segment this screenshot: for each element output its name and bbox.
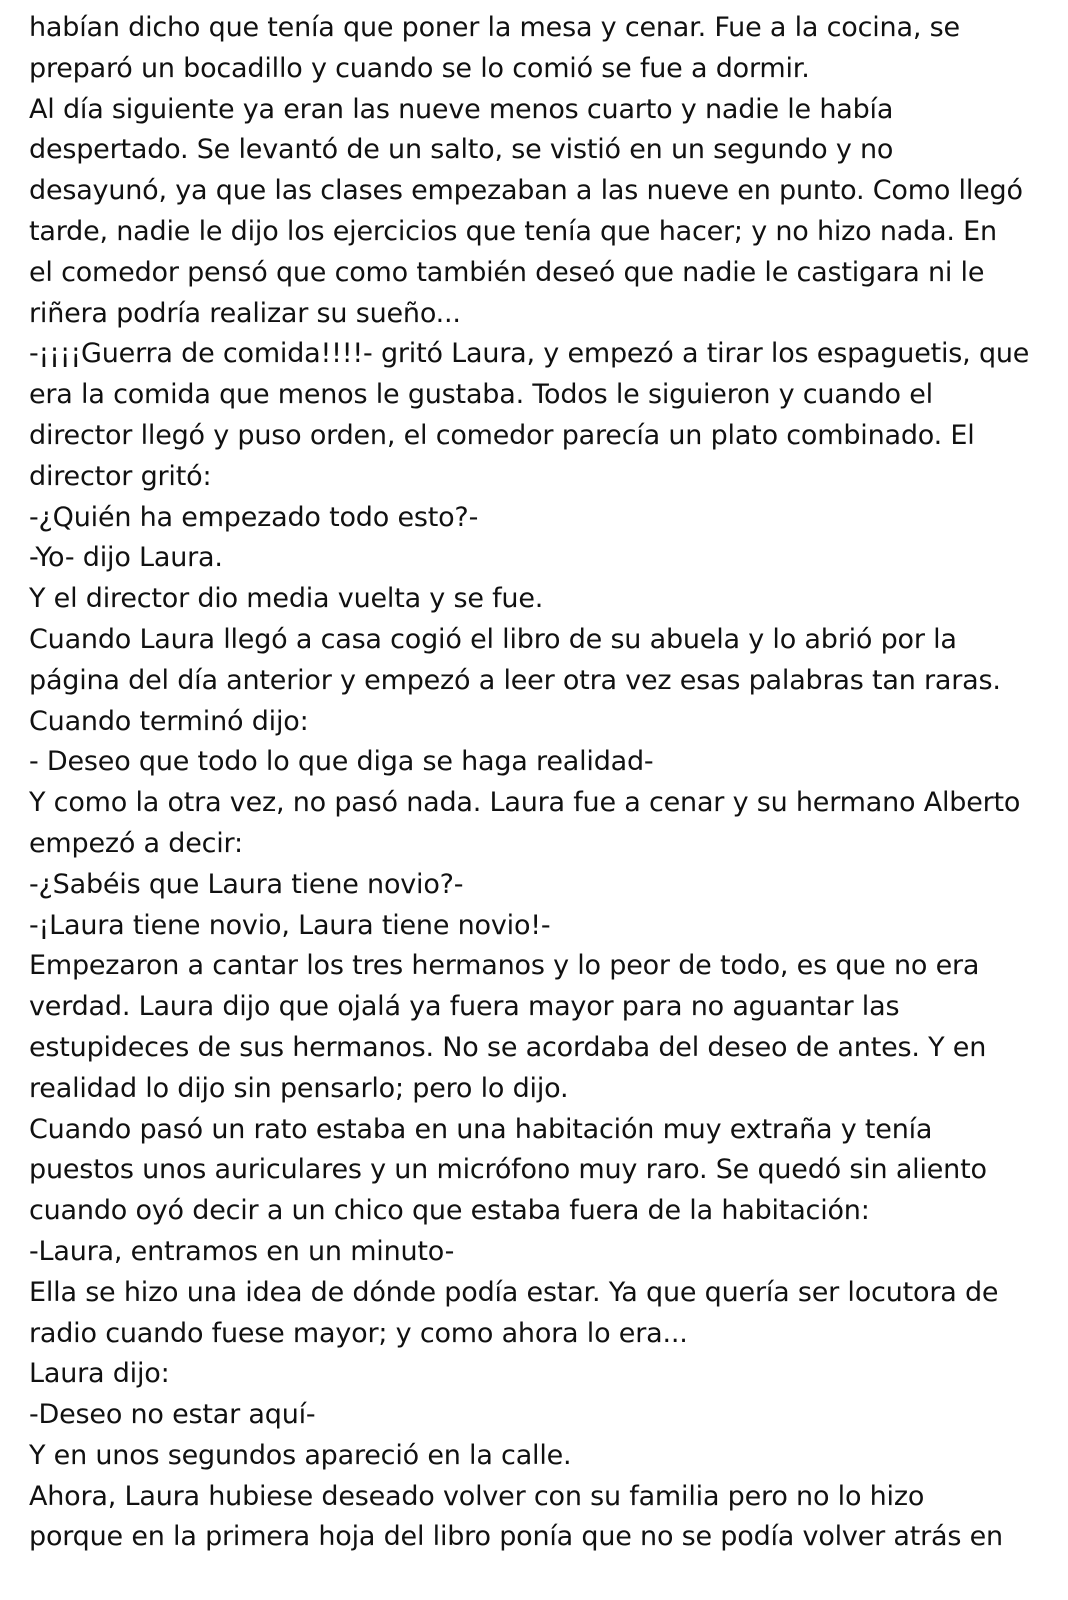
text-line: despertado. Se levantó de un salto, se vistió en un segundo y no <box>29 134 894 166</box>
text-line: -Laura, entramos en un minuto- <box>29 1235 455 1267</box>
text-line: Cuando terminó dijo: <box>29 705 309 737</box>
text-line: Al día siguiente ya eran las nueve menos cuarto y nadie le había <box>29 93 894 125</box>
story-text <box>29 8 1059 1558</box>
text-line: riñera podría realizar su sueño... <box>29 297 461 329</box>
text-line: -Yo- dijo Laura. <box>29 542 223 574</box>
text-line: Laura dijo: <box>29 1358 170 1390</box>
text-line: Y como la otra vez, no pasó nada. Laura fue a cenar y su hermano Alberto <box>29 787 1021 819</box>
text-line: el comedor pensó que como también deseó que nadie le castigara ni le <box>29 256 985 288</box>
text-line: Ahora, Laura hubiese deseado volver con su familia pero no lo hizo <box>29 1480 925 1512</box>
text-line: realidad lo dijo sin pensarlo; pero lo dijo. <box>29 1072 569 1104</box>
text-line: estupideces de sus hermanos. No se acordaba del deseo de antes. Y en <box>29 1031 987 1063</box>
text-line: era la comida que menos le gustaba. Todos le siguieron y cuando el <box>29 379 933 411</box>
text-line: tarde, nadie le dijo los ejercicios que tenía que hacer; y no hizo nada. En <box>29 215 997 247</box>
text-line: desayunó, ya que las clases empezaban a las nueve en punto. Como llegó <box>29 175 1023 207</box>
text-line: página del día anterior y empezó a leer otra vez esas palabras tan raras. <box>29 664 1001 696</box>
text-line: Cuando pasó un rato estaba en una habitación muy extraña y tenía <box>29 1113 933 1145</box>
text-line: verdad. Laura dijo que ojalá ya fuera mayor para no aguantar las <box>29 991 900 1023</box>
text-line: habían dicho que tenía que poner la mesa y cenar. Fue a la cocina, se <box>29 12 960 43</box>
text-line: -Deseo no estar aquí- <box>29 1399 316 1431</box>
text-line: Empezaron a cantar los tres hermanos y lo peor de todo, es que no era <box>29 950 980 982</box>
text-line: radio cuando fuese mayor; y como ahora lo era... <box>29 1317 688 1349</box>
text-line: puestos unos auriculares y un micrófono muy raro. Se quedó sin aliento <box>29 1154 987 1186</box>
text-line: cuando oyó decir a un chico que estaba fuera de la habitación: <box>29 1195 870 1227</box>
text-line: -¿Quién ha empezado todo esto?- <box>29 501 479 533</box>
text-line: preparó un bocadillo y cuando se lo comió se fue a dormir. <box>29 52 810 84</box>
text-line: Y el director dio media vuelta y se fue. <box>29 583 544 615</box>
text-line: director llegó y puso orden, el comedor parecía un plato combinado. El <box>29 419 975 451</box>
text-line: -¿Sabéis que Laura tiene novio?- <box>29 868 464 900</box>
text-line: - Deseo que todo lo que diga se haga realidad- <box>29 746 654 778</box>
text-line: director gritó: <box>29 460 212 492</box>
text-line: porque en la primera hoja del libro ponía que no se podía volver atrás en <box>29 1521 1003 1553</box>
text-line: empezó a decir: <box>29 827 243 859</box>
text-line: -¡Laura tiene novio, Laura tiene novio!- <box>29 909 551 941</box>
text-line: -¡¡¡¡Guerra de comida!!!!- gritó Laura, y empezó a tirar los espaguetis, que <box>29 338 1030 370</box>
text-line: Cuando Laura llegó a casa cogió el libro de su abuela y lo abrió por la <box>29 623 957 655</box>
text-line: Y en unos segundos apareció en la calle. <box>29 1439 572 1471</box>
text-line: Ella se hizo una idea de dónde podía estar. Ya que quería ser locutora de <box>29 1276 999 1308</box>
